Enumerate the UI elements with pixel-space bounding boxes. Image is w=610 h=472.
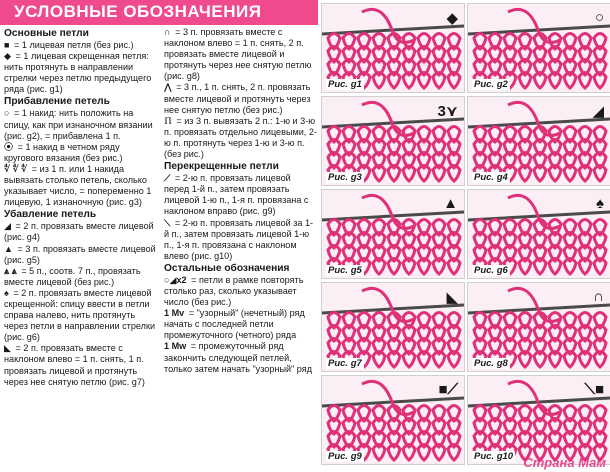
legend-entry <box>164 27 317 82</box>
figure-caption: Рис. g6 <box>474 265 508 276</box>
legend-entry <box>4 266 159 288</box>
figure-caption: Рис. g5 <box>328 265 362 276</box>
legend-symbol: ∜ ∜ ∜ <box>4 163 28 174</box>
legend-entry <box>4 221 159 243</box>
legend-text: = из 3 п. вывязать 2 п.: 1-ю и 3-ю п. провязать отдельно лицевыми, 2-ю п. протянуть через 1-ю и 3-ю п. (без рис.) <box>164 115 317 160</box>
legend-entry <box>164 82 317 115</box>
legend-entry <box>164 116 317 160</box>
legend-left-column <box>4 27 159 388</box>
legend-symbol: ℿ <box>164 115 172 126</box>
legend-symbol: ⦿ <box>4 141 14 152</box>
legend-text: = 1 лицевая петля (без рис.) <box>11 40 134 50</box>
legend-entry <box>4 164 159 208</box>
legend-symbol: ◆ <box>4 51 11 62</box>
legend-entry <box>4 142 159 164</box>
legend-entry <box>164 275 317 308</box>
legend-text: = 1 лицевая скрещенная петля: нить протянуть в направлении стрелки через петлю предыдущего ряда (рис. g1) <box>4 51 152 95</box>
section-heading: Остальные обозначения <box>164 262 290 274</box>
knitting-figure <box>321 282 465 372</box>
legend-entry <box>4 343 159 387</box>
figure-symbol: ■⟋ <box>438 381 458 398</box>
legend-text: = 2-ю п. провязать лицевой перед 1-й п., затем провязать лицевой 1-ю п., 1-я п. провязана с наклоном вправо (рис. g9) <box>164 173 309 217</box>
legend-text: = 5 п., соотв. 7 п., провязать вместе лицевой (без рис.) <box>4 265 141 287</box>
knitting-figure <box>321 375 465 465</box>
legend-entry <box>4 51 159 95</box>
figure-caption: Рис. g1 <box>328 79 362 90</box>
figure-grid <box>318 0 610 472</box>
figure-caption: Рис. g10 <box>474 451 514 462</box>
legend-text: = 2 п. провязать вместе лицевой (рис. g4) <box>4 221 154 243</box>
legend-symbol: ■ <box>4 40 10 50</box>
figure-symbol: ∩ <box>593 288 604 305</box>
knitting-figure <box>321 189 465 279</box>
legend-entry <box>4 288 159 343</box>
legend-text: = 3 п. провязать вместе с наклоном влево = 1 п. снять, 2 п. провязать вместе лицевой и протянуть через нее снятую петлю (рис. g8) <box>164 27 312 82</box>
legend-symbol: ♠ <box>4 287 9 298</box>
figure-symbol: 3⋎ <box>437 103 458 120</box>
legend-entry <box>4 244 159 266</box>
legend-text: = 3 п., 1 п. снять, 2 п. провязать вместе лицевой и протянуть через нее снятую петлю (без рис.) <box>164 82 311 115</box>
figure-symbol: ♠ <box>596 195 604 212</box>
figure-caption: Рис. g9 <box>328 451 362 462</box>
legend-text: = петли в рамке повторять столько раз, сколько указывает число (без рис.) <box>164 274 304 308</box>
figure-symbol: ◆ <box>446 10 458 27</box>
legend-text: = 2 п. провязать вместе лицевой скрещенной: спицу ввести в петли справа налево, нить протянуть через петли в направлении стрелки (рис. g6) <box>4 287 156 343</box>
legend-symbol: ⋀ <box>164 82 172 93</box>
figure-caption: Рис. g8 <box>474 358 508 369</box>
figure-caption: Рис. g2 <box>474 79 508 90</box>
knitting-figure <box>467 375 610 465</box>
legend-text: = из 1 п. или 1 накида вывязать столько петель, сколько указывает число, = попеременно 1 лицевую, 1 изнаночную (рис. g3) <box>4 163 152 208</box>
legend-text: = 1 накид в четном ряду кругового вязания (без рис.) <box>4 141 123 163</box>
legend-symbol: ∩ <box>164 27 171 37</box>
figure-symbol: ⟍■ <box>584 381 604 398</box>
knitting-figure <box>467 189 610 279</box>
title-banner <box>0 0 318 25</box>
legend-text: = 3 п. провязать вместе лицевой (рис. g5) <box>4 243 156 265</box>
legend-middle-column <box>164 27 317 375</box>
legend-entry <box>164 173 317 217</box>
legend-symbol: ⟍ <box>164 217 171 228</box>
section-heading: Убавление петель <box>4 209 97 221</box>
figure-symbol: ◢ <box>592 103 604 120</box>
legend-entry <box>164 308 317 341</box>
knitting-figure <box>321 96 465 186</box>
legend-entry <box>164 341 317 374</box>
figure-symbol: ▲ <box>443 195 458 212</box>
figure-symbol: ◣ <box>446 289 458 306</box>
legend-symbol: ○◢x2 <box>164 274 187 285</box>
watermark: Страна Мам <box>523 455 606 470</box>
legend-text: = "узорный" (нечетный) ряд начать с последней петли промежуточного (четного) ряда <box>164 308 305 341</box>
legend-text: = промежуточный ряд закончить следующей петлей, только затем начать "узорный" ряд <box>164 341 312 374</box>
knitting-figure <box>467 3 610 93</box>
figure-symbol: ○ <box>594 9 604 26</box>
figure-caption: Рис. g7 <box>328 358 362 369</box>
knitting-figure <box>321 3 465 93</box>
figure-caption: Рис. g3 <box>328 172 362 183</box>
legend-symbol: ◢ <box>4 221 11 232</box>
legend-text: = 2-ю п. провязать лицевой за 1-й п., затем провязать лицевой 1-ю п., 1-я п. провязана с наклоном влево (рис. g10) <box>164 217 314 261</box>
legend-symbol: ○ <box>4 108 10 119</box>
legend-entry <box>4 40 159 51</box>
legend-entry <box>4 108 159 141</box>
section-heading: Прибавление петель <box>4 96 110 108</box>
knitting-figure <box>467 96 610 186</box>
figure-caption: Рис. g4 <box>474 172 508 183</box>
legend-entry <box>164 218 317 262</box>
legend-symbol: 1 Mv <box>164 308 185 319</box>
section-heading: Основные петли <box>4 28 89 39</box>
legend-symbol: ⩓ ⩓ <box>4 265 17 276</box>
legend-symbol: ⟋ <box>164 173 171 184</box>
legend-text: = 1 накид: нить положить на спицу, как при изнаночном вязании (рис. g2), = прибавлена 1 п. <box>4 108 153 141</box>
legend-symbol: ▲ <box>4 243 14 254</box>
legend-text: = 2 п. провязать вместе с наклоном влево = 1 п. снять, 1 п. провязать лицевой и протянуть через нее снятую петлю (рис. g7) <box>4 343 145 387</box>
legend-symbol: ◣ <box>4 343 11 354</box>
page-title: УСЛОВНЫЕ ОБОЗНАЧЕНИЯ <box>14 2 262 21</box>
legend-symbol: 1 Mw <box>164 341 187 352</box>
section-heading: Перекрещенные петли <box>164 161 279 173</box>
knitting-figure <box>467 282 610 372</box>
